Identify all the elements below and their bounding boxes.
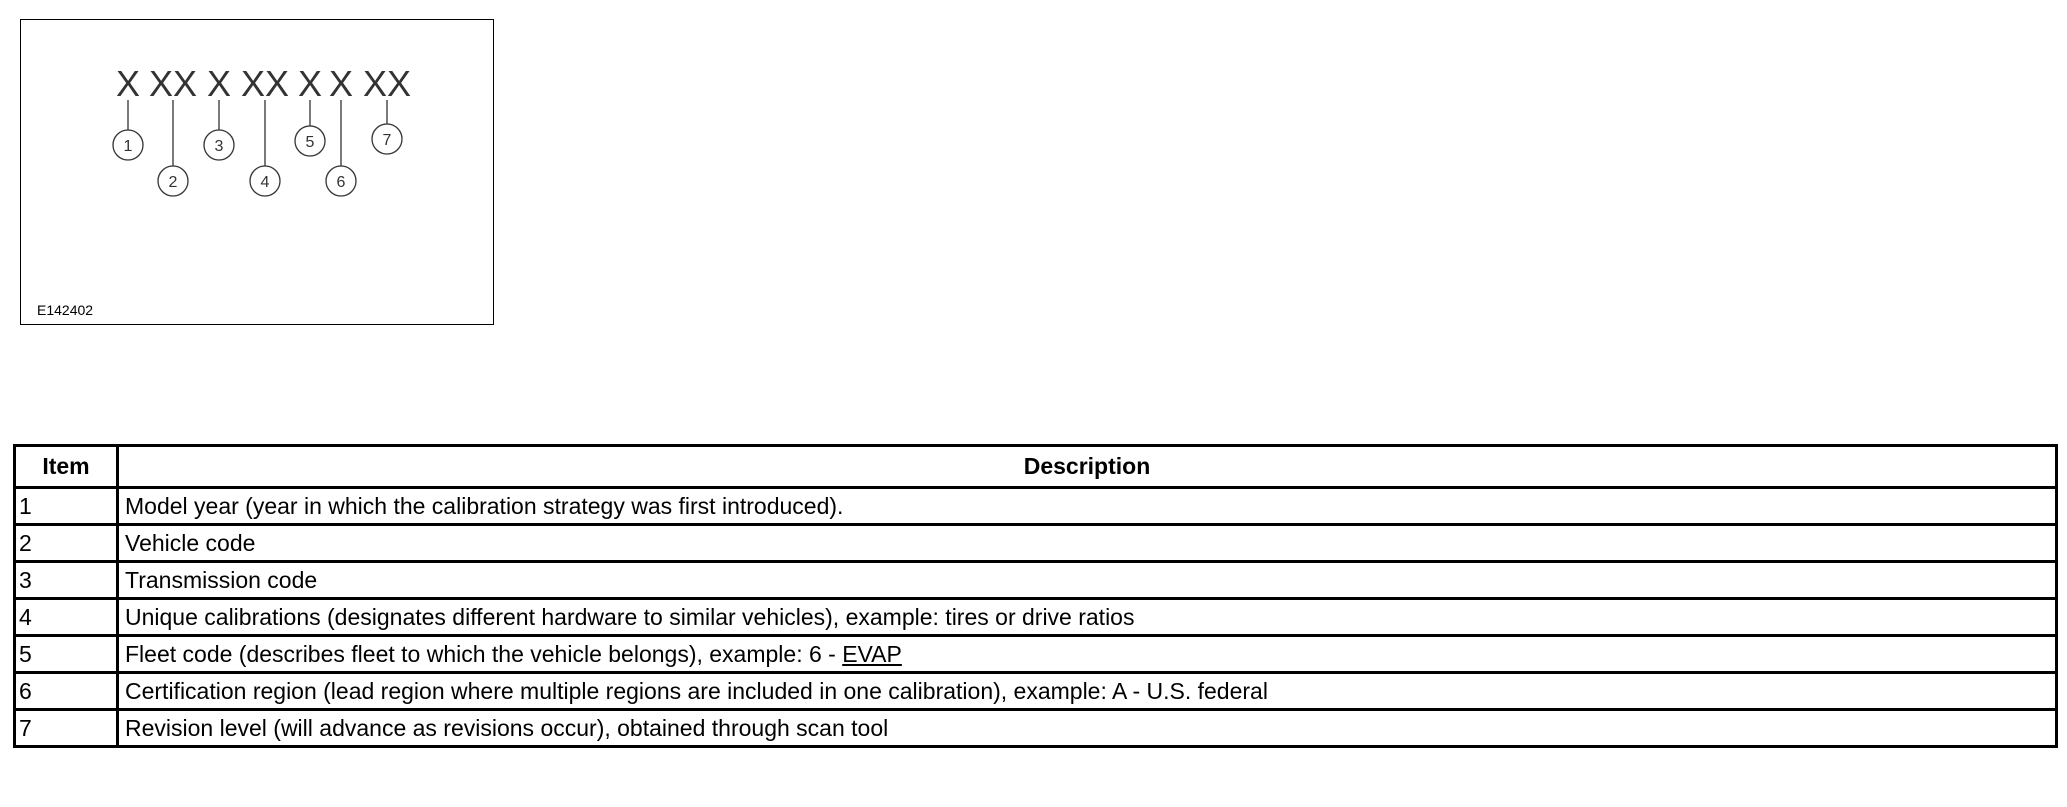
callout-number-2: 2 [168, 174, 178, 191]
table-row [15, 525, 2057, 562]
row-description: Unique calibrations (designates different hardware to similar vehicles), example: tires or drive ratios [118, 599, 2057, 636]
row-item: 5 [15, 636, 118, 673]
row-description-text: Fleet code (describes fleet to which the vehicle belongs), example: 6 - [125, 640, 843, 667]
row-description: Model year (year in which the calibration strategy was first introduced). [118, 488, 2057, 525]
row-description: Vehicle code [118, 525, 2057, 562]
table-header-row [15, 446, 2057, 488]
code-char-6: X [328, 63, 354, 104]
row-description: Transmission code [118, 562, 2057, 599]
code-char-7: XX [362, 63, 412, 104]
row-description: Certification region (lead region where multiple regions are included in one calibration), example: A - U.S. federal [118, 673, 2057, 710]
row-item: 7 [15, 710, 118, 747]
evap-link[interactable]: EVAP [842, 640, 902, 667]
callout-number-3: 3 [214, 138, 224, 155]
code-char-5: X [297, 63, 323, 104]
row-item: 1 [15, 488, 118, 525]
callout-number-6: 6 [336, 174, 346, 191]
code-char-2: XX [148, 63, 198, 104]
callout-number-1: 1 [123, 138, 133, 155]
header-item: Item [15, 446, 118, 488]
table-row [15, 488, 2057, 525]
table-row [15, 562, 2057, 599]
calibration-code-diagram [21, 20, 493, 324]
callout-number-5: 5 [305, 134, 315, 151]
code-char-4: XX [240, 63, 290, 104]
code-char-1: X [115, 63, 141, 104]
row-item: 6 [15, 673, 118, 710]
code-char-3: X [206, 63, 232, 104]
callout-number-4: 4 [260, 174, 270, 191]
calibration-code-figure [20, 19, 494, 325]
table-row [15, 710, 2057, 747]
row-item: 3 [15, 562, 118, 599]
item-description-table [13, 444, 2058, 748]
row-description: Revision level (will advance as revisions occur), obtained through scan tool [118, 710, 2057, 747]
header-description: Description [118, 446, 2057, 488]
callout-number-7: 7 [382, 132, 392, 149]
row-item: 2 [15, 525, 118, 562]
figure-id-label: E142402 [37, 302, 94, 318]
row-item: 4 [15, 599, 118, 636]
table-row [15, 599, 2057, 636]
table-row [15, 673, 2057, 710]
row-description [118, 636, 2057, 673]
table-row [15, 636, 2057, 673]
